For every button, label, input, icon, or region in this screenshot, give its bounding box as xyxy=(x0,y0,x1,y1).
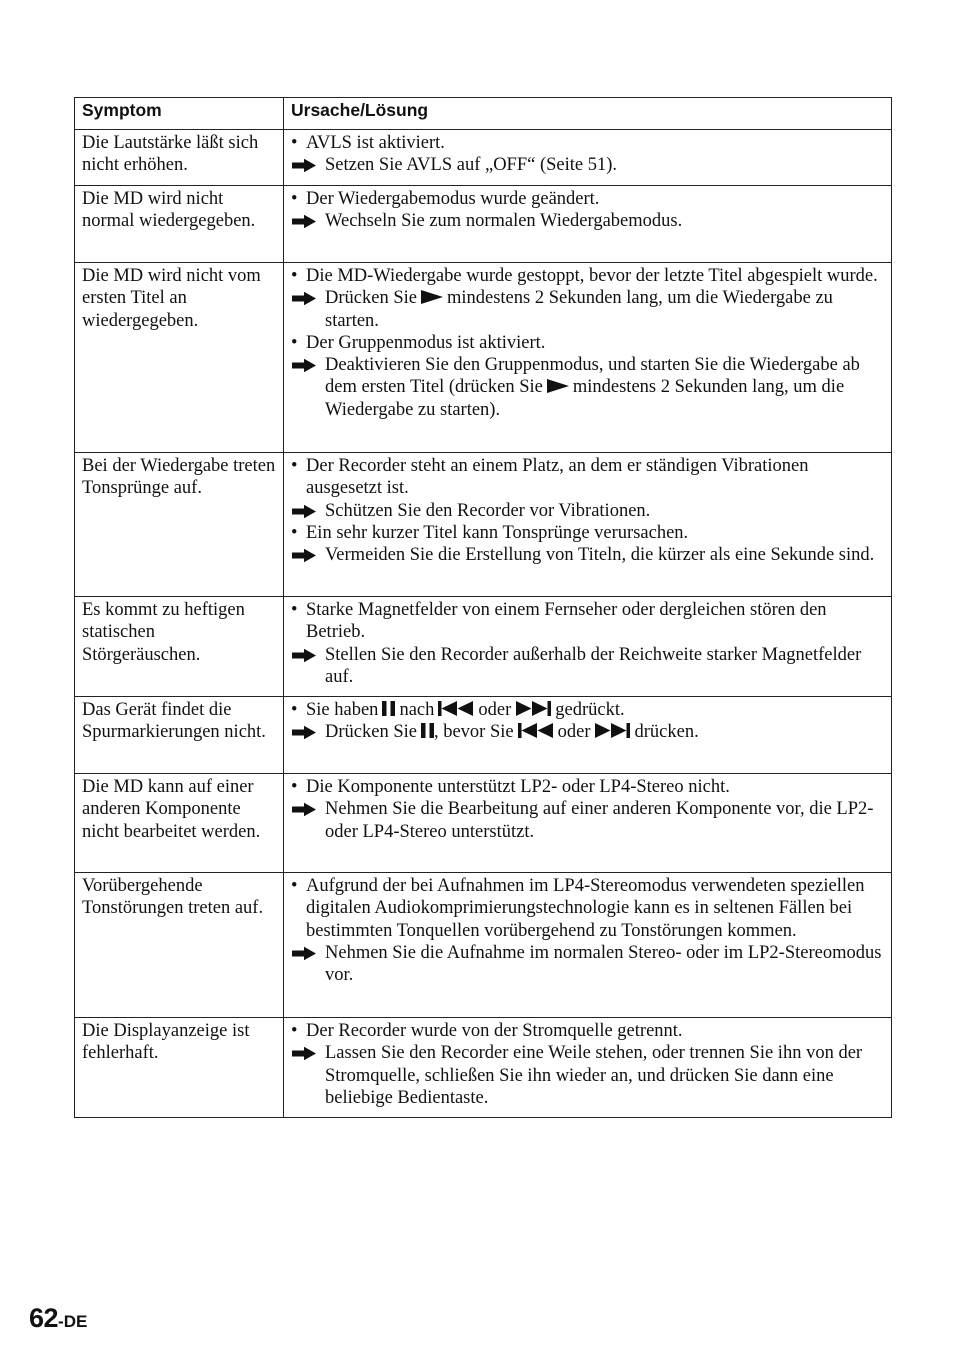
fix-item xyxy=(291,1042,884,1109)
symptom-cell: Es kommt zu heftigen statischen Störgeräuschen. xyxy=(75,597,284,697)
page-number-suffix: -DE xyxy=(58,1312,88,1331)
pause-icon xyxy=(421,723,434,738)
previous-track-icon xyxy=(438,701,474,716)
next-track-icon xyxy=(515,701,551,716)
fix-text: Drücken Sie xyxy=(325,722,417,743)
solution-cell xyxy=(284,597,892,697)
bullet-icon: • xyxy=(291,876,298,896)
play-icon xyxy=(421,290,443,304)
table-row xyxy=(75,263,892,453)
table-row xyxy=(75,1018,892,1118)
pause-icon xyxy=(382,701,395,716)
fix-text: drücken. xyxy=(634,722,699,743)
cause-item xyxy=(291,188,884,210)
fix-text: Drücken Sie xyxy=(325,288,417,309)
arrow-right-icon xyxy=(291,504,317,519)
cause-text: Die Komponente unterstützt LP2- oder LP4-Stereo nicht. xyxy=(306,777,730,797)
fix-text: Nehmen Sie die Bearbeitung auf einer anderen Komponente vor, die LP2- oder LP4-Stereo unterstützt. xyxy=(325,799,874,842)
solution-cell xyxy=(284,873,892,1018)
bullet-icon: • xyxy=(291,1021,298,1041)
bullet-icon: • xyxy=(291,189,298,209)
solution-cell xyxy=(284,186,892,263)
arrow-right-icon xyxy=(291,358,317,373)
arrow-right-icon xyxy=(291,158,317,173)
cause-text: Der Gruppenmodus ist aktiviert. xyxy=(306,332,546,353)
fix-text: Nehmen Sie die Aufnahme im normalen Stereo- oder im LP2-Stereomodus vor. xyxy=(325,942,882,986)
solution-cell xyxy=(284,774,892,873)
table-row xyxy=(75,697,892,774)
fix-item xyxy=(291,942,884,987)
solution-cell xyxy=(284,130,892,186)
fix-text: Vermeiden Sie die Erstellung von Titeln, die kürzer als eine Sekunde sind. xyxy=(325,545,875,566)
cause-text: Die MD-Wiedergabe wurde gestoppt, bevor der letzte Titel abgespielt wurde. xyxy=(306,266,878,286)
arrow-right-icon xyxy=(291,725,317,740)
fix-item xyxy=(291,287,884,332)
fix-item xyxy=(291,544,884,566)
table-row xyxy=(75,453,892,597)
fix-item xyxy=(291,500,884,522)
symptom-cell: Das Gerät findet die Spurmarkierungen nicht. xyxy=(75,697,284,774)
symptom-cell: Die Displayanzeige ist fehlerhaft. xyxy=(75,1018,284,1118)
bullet-icon: • xyxy=(291,133,298,153)
page-number xyxy=(29,1303,87,1334)
play-icon xyxy=(547,379,569,393)
cause-item xyxy=(291,332,884,354)
fix-item xyxy=(291,644,884,689)
cause-text: Sie haben xyxy=(306,700,379,720)
fix-text: Deaktivieren Sie den Gruppenmodus, und starten Sie die Wiedergabe ab dem ersten Titel (drücken Sie xyxy=(325,355,860,398)
bullet-icon: • xyxy=(291,332,298,353)
cause-text: oder xyxy=(478,700,512,720)
fix-text: Lassen Sie den Recorder eine Weile stehen, oder trennen Sie ihn von der Stromquelle, schließen Sie ihn wieder an, und drücken Sie dann eine beliebige Bedientaste. xyxy=(325,1043,863,1108)
solution-cell xyxy=(284,263,892,453)
next-track-icon xyxy=(594,723,630,738)
fix-text: Schützen Sie den Recorder vor Vibrationen. xyxy=(325,500,651,521)
cause-text: Der Recorder steht an einem Platz, an dem er ständigen Vibrationen ausgesetzt ist. xyxy=(306,456,809,499)
cause-item xyxy=(291,875,884,942)
symptom-cell: Die MD wird nicht vom ersten Titel an wiedergegeben. xyxy=(75,263,284,453)
cause-text: Der Recorder wurde von der Stromquelle getrennt. xyxy=(306,1021,683,1041)
arrow-right-icon xyxy=(291,946,317,961)
arrow-right-icon xyxy=(291,548,317,563)
previous-track-icon xyxy=(518,723,554,738)
cause-text: Aufgrund der bei Aufnahmen im LP4-Stereomodus verwendeten speziellen digitalen Audiokomprimierungstechnologie kann es in seltenen Fällen bei bestimmten Tonquellen vorübergehend zu Tonstörungen kommen. xyxy=(306,876,865,941)
table-row xyxy=(75,597,892,697)
cause-item xyxy=(291,776,884,798)
symptom-cell: Die MD wird nicht normal wiedergegeben. xyxy=(75,186,284,263)
fix-item xyxy=(291,154,884,176)
arrow-right-icon xyxy=(291,214,317,229)
cause-text: Der Wiedergabemodus wurde geändert. xyxy=(306,189,600,209)
cause-item xyxy=(291,1020,884,1042)
bullet-icon: • xyxy=(291,700,298,720)
cause-item xyxy=(291,132,884,154)
fix-text: Wechseln Sie zum normalen Wiedergabemodus. xyxy=(325,211,683,232)
fix-text: mindestens 2 Sekunden lang, um die Wiedergabe zu starten. xyxy=(325,288,833,331)
table-row xyxy=(75,774,892,873)
bullet-icon: • xyxy=(291,522,298,543)
fix-item xyxy=(291,798,884,843)
cause-text: Starke Magnetfelder von einem Fernseher oder dergleichen stören den Betrieb. xyxy=(306,600,827,643)
symptom-cell: Die Lautstärke läßt sich nicht erhöhen. xyxy=(75,130,284,186)
bullet-icon: • xyxy=(291,266,298,286)
arrow-right-icon xyxy=(291,1046,317,1061)
symptom-cell: Vorübergehende Tonstörungen treten auf. xyxy=(75,873,284,1018)
arrow-right-icon xyxy=(291,648,317,663)
arrow-right-icon xyxy=(291,291,317,306)
cause-text: Ein sehr kurzer Titel kann Tonsprünge verursachen. xyxy=(306,522,689,543)
arrow-right-icon xyxy=(291,802,317,817)
fix-item xyxy=(291,210,884,232)
bullet-icon: • xyxy=(291,777,298,797)
table-row xyxy=(75,873,892,1018)
fix-item xyxy=(291,354,884,421)
cause-item xyxy=(291,455,884,500)
cause-text: AVLS ist aktiviert. xyxy=(306,133,445,153)
cause-item xyxy=(291,599,884,644)
solution-cell xyxy=(284,697,892,774)
solution-cell xyxy=(284,453,892,597)
header-symptom: Symptom xyxy=(75,98,284,130)
cause-item xyxy=(291,265,884,287)
troubleshooting-table xyxy=(74,97,892,1118)
cause-item xyxy=(291,699,884,721)
fix-text: mindestens 2 Sekunden lang, um die Wiedergabe zu starten). xyxy=(325,377,845,420)
fix-text: , bevor Sie xyxy=(433,722,514,743)
fix-text: oder xyxy=(557,722,591,743)
bullet-icon: • xyxy=(291,600,298,620)
fix-text: Stellen Sie den Recorder außerhalb der Reichweite starker Magnetfelder auf. xyxy=(325,644,862,687)
table-row xyxy=(75,130,892,186)
symptom-cell: Bei der Wiedergabe treten Tonsprünge auf. xyxy=(75,453,284,597)
cause-item xyxy=(291,522,884,544)
table-header-row xyxy=(75,98,892,130)
header-solution: Ursache/Lösung xyxy=(284,98,892,130)
fix-item xyxy=(291,721,884,743)
page-number-value: 62 xyxy=(29,1303,59,1333)
cause-text: gedrückt. xyxy=(555,700,625,720)
table-row xyxy=(75,186,892,263)
symptom-cell: Die MD kann auf einer anderen Komponente nicht bearbeitet werden. xyxy=(75,774,284,873)
fix-text: Setzen Sie AVLS auf „OFF“ (Seite 51). xyxy=(325,155,618,176)
solution-cell xyxy=(284,1018,892,1118)
bullet-icon: • xyxy=(291,456,298,476)
cause-text: nach xyxy=(399,700,435,720)
